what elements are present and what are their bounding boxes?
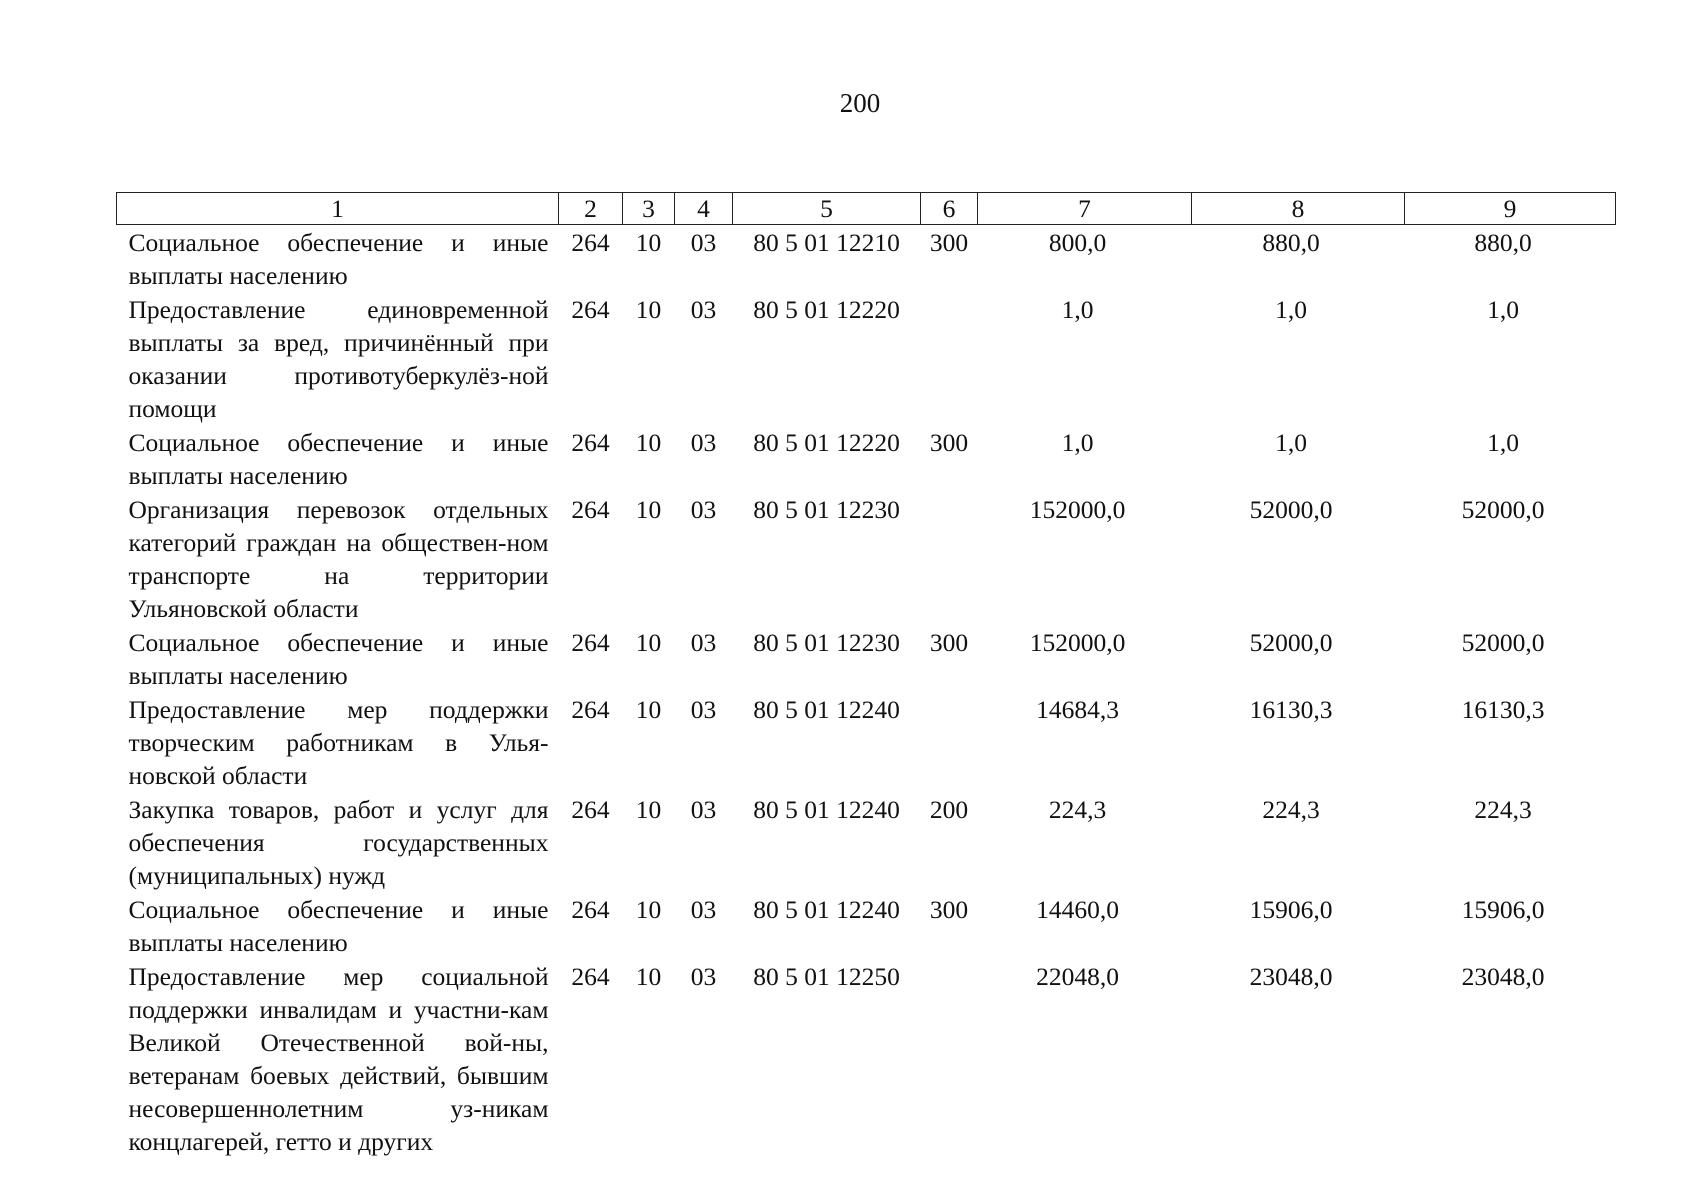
cell-subsection: 03 [690,428,717,457]
row-name: Социальное обеспечение и иные выплаты населению [128,628,549,690]
column-header-3: 3 [623,193,675,225]
cell-subsection: 03 [690,228,717,257]
cell-section: 10 [635,962,662,991]
cell-expense-type [921,959,978,1158]
cell-target-article: 80 5 01 12240 [753,795,900,824]
cell-amount-col8: 23048,0 [1249,962,1333,991]
row-name: Предоставление единовременной выплаты за вред, причинённый при оказании противотуберкулёз-ной помощи [128,295,549,423]
cell-subsection: 03 [690,695,717,724]
cell-admin-code: 264 [571,428,610,457]
cell-subsection: 03 [690,895,717,924]
cell-amount-col7: 14684,3 [1036,695,1119,724]
cell-amount-col7: 1,0 [1061,428,1094,457]
table-row [117,792,1616,892]
cell-amount-col9: 52000,0 [1461,495,1545,524]
table-row [117,892,1616,959]
cell-amount-col9: 15906,0 [1461,895,1545,924]
cell-admin-code: 264 [571,962,610,991]
cell-admin-code: 264 [571,695,610,724]
table-row [117,425,1616,492]
cell-amount-col8: 880,0 [1262,228,1320,257]
cell-admin-code: 264 [571,495,610,524]
cell-amount-col7: 22048,0 [1036,962,1119,991]
table-row [117,959,1616,1158]
cell-expense-type [921,492,978,625]
cell-section: 10 [635,228,662,257]
column-header-7: 7 [978,193,1192,225]
row-name: Социальное обеспечение и иные выплаты населению [128,428,549,490]
cell-amount-col8: 1,0 [1275,295,1307,324]
table-row [117,492,1616,625]
cell-target-article: 80 5 01 12230 [753,628,900,657]
cell-target-article: 80 5 01 12250 [753,962,900,991]
budget-table [116,192,1616,1158]
cell-amount-col8: 16130,3 [1249,695,1333,724]
column-header-9: 9 [1405,193,1616,225]
cell-admin-code: 264 [571,795,610,824]
cell-amount-col9: 880,0 [1474,228,1532,257]
cell-amount-col7: 152000,0 [1029,628,1126,657]
row-name: Социальное обеспечение и иные выплаты населению [128,895,549,957]
cell-admin-code: 264 [571,295,610,324]
cell-amount-col7: 800,0 [1048,228,1107,257]
table-row [117,625,1616,692]
cell-target-article: 80 5 01 12240 [753,695,900,724]
cell-amount-col7: 224,3 [1048,795,1107,824]
cell-section: 10 [635,495,662,524]
cell-section: 10 [635,295,662,324]
cell-target-article: 80 5 01 12220 [753,295,900,324]
cell-admin-code: 264 [571,628,610,657]
cell-subsection: 03 [690,295,717,324]
cell-target-article: 80 5 01 12230 [753,495,900,524]
cell-target-article: 80 5 01 12240 [753,895,900,924]
column-header-8: 8 [1192,193,1405,225]
cell-amount-col7: 1,0 [1061,295,1094,324]
cell-section: 10 [635,428,662,457]
row-name: Закупка товаров, работ и услуг для обеспечения государственных (муниципальных) нужд [128,795,549,890]
cell-section: 10 [635,795,662,824]
cell-admin-code: 264 [571,895,610,924]
table-row [117,292,1616,425]
column-header-4: 4 [675,193,733,225]
cell-target-article: 80 5 01 12210 [753,228,900,257]
cell-section: 10 [635,895,662,924]
table-header-row [117,193,1616,225]
cell-amount-col7: 152000,0 [1029,495,1126,524]
cell-amount-col8: 52000,0 [1249,495,1333,524]
cell-subsection: 03 [690,962,717,991]
column-header-5: 5 [733,193,921,225]
cell-expense-type: 300 [929,228,969,257]
row-name: Предоставление мер поддержки творческим работникам в Улья-новской области [128,695,549,790]
cell-expense-type [921,692,978,792]
cell-expense-type: 300 [929,628,969,657]
cell-amount-col9: 23048,0 [1461,962,1545,991]
cell-amount-col9: 16130,3 [1461,695,1545,724]
cell-subsection: 03 [690,628,717,657]
cell-subsection: 03 [690,495,717,524]
cell-section: 10 [635,695,662,724]
cell-subsection: 03 [690,795,717,824]
cell-expense-type: 300 [929,428,969,457]
column-header-1: 1 [117,193,559,225]
cell-expense-type [921,292,978,425]
column-header-2: 2 [559,193,623,225]
cell-amount-col8: 1,0 [1275,428,1307,457]
row-name: Организация перевозок отдельных категорий граждан на обществен-ном транспорте на территории Ульяновской области [128,495,549,623]
cell-amount-col9: 1,0 [1487,428,1519,457]
table-row [117,692,1616,792]
page-number: 200 [839,88,881,118]
row-name: Предоставление мер социальной поддержки инвалидам и участни-кам Великой Отечественной вой-ны, ветеранам боевых действий, бывшим несовершеннолетним уз-никам концлагерей, гетто и других [128,962,549,1156]
cell-amount-col8: 15906,0 [1249,895,1333,924]
cell-amount-col9: 224,3 [1474,795,1532,824]
cell-target-article: 80 5 01 12220 [753,428,900,457]
cell-amount-col9: 1,0 [1487,295,1519,324]
cell-amount-col7: 14460,0 [1036,895,1119,924]
cell-expense-type: 300 [929,895,969,924]
cell-admin-code: 264 [571,228,610,257]
cell-section: 10 [635,628,662,657]
cell-expense-type: 200 [929,795,969,824]
column-header-6: 6 [921,193,978,225]
row-name: Социальное обеспечение и иные выплаты населению [128,228,549,290]
cell-amount-col8: 224,3 [1262,795,1320,824]
table-row [117,225,1616,293]
cell-amount-col9: 52000,0 [1461,628,1545,657]
cell-amount-col8: 52000,0 [1249,628,1333,657]
